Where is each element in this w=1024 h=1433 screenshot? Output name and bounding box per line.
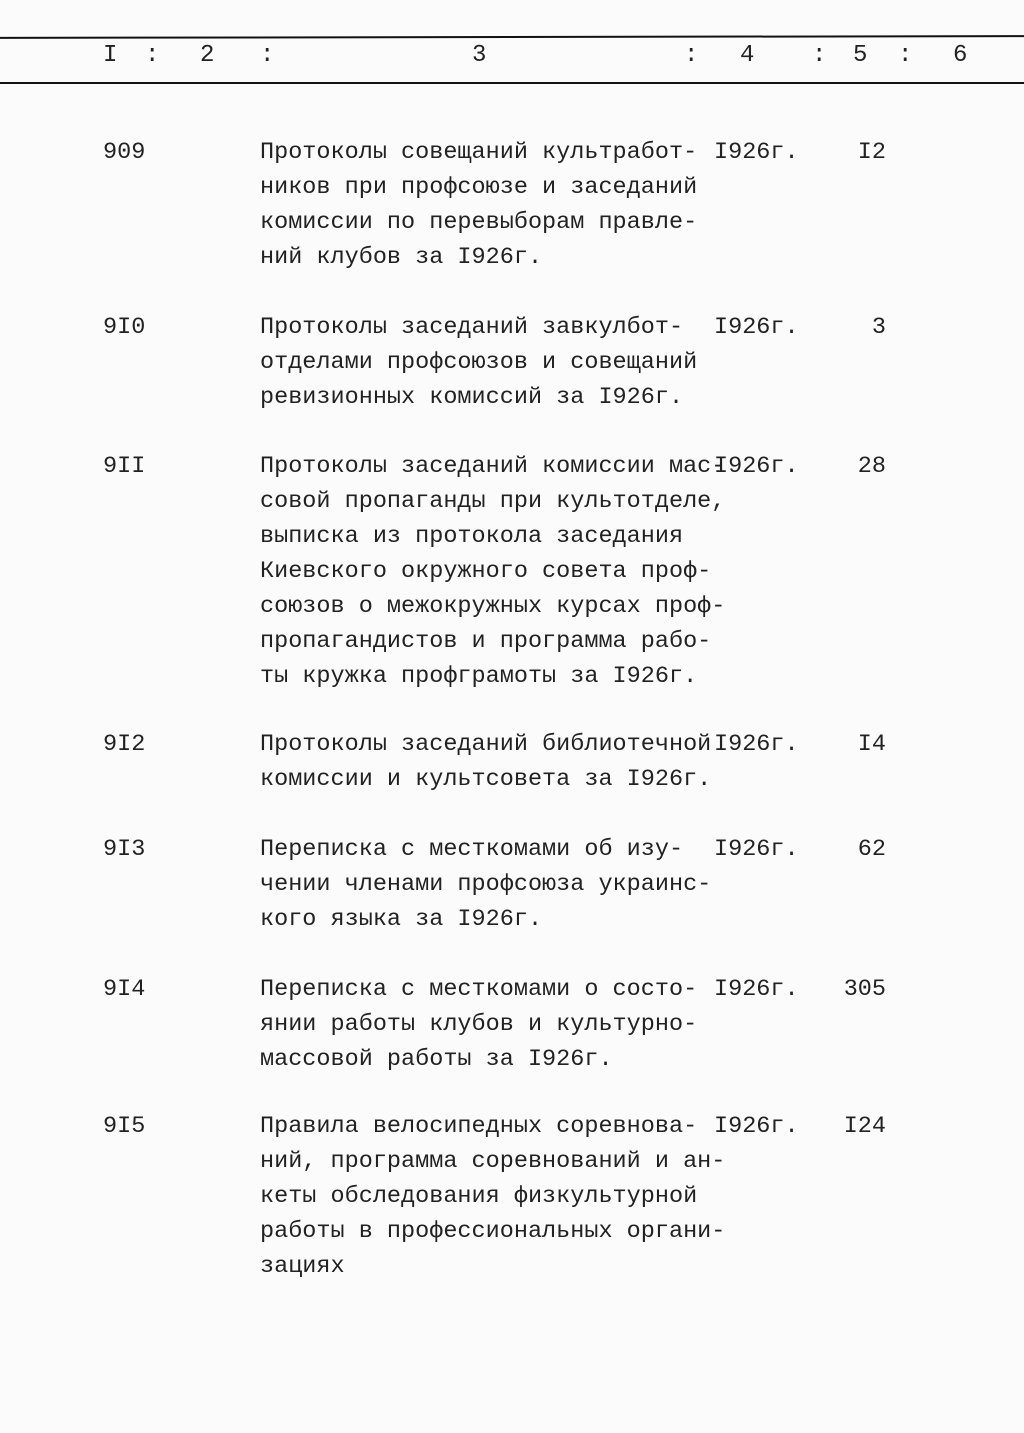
entry-description <box>260 310 697 415</box>
description-line: комиссии и культсовета за I926г. <box>260 766 712 793</box>
description-line: кого языка за I926г. <box>260 906 543 933</box>
description-line: работы в профессиональных органи- <box>260 1218 726 1245</box>
entry-year: I926г. <box>714 976 799 1003</box>
col-2-header: 2 <box>200 42 215 69</box>
description-line: массовой работы за I926г. <box>260 1046 613 1073</box>
description-line: союзов о межокружных курсах проф- <box>260 593 726 620</box>
entry-sheet-count: 3 <box>871 314 886 341</box>
entry-year: I926г. <box>714 139 799 166</box>
entry-number: 9I3 <box>103 836 146 863</box>
col-6-header: 6 <box>953 42 968 69</box>
col-3-header: 3 <box>472 42 487 69</box>
col-1-header: I <box>103 42 118 69</box>
entry-number: 9I2 <box>103 731 146 758</box>
entry-description <box>260 832 711 937</box>
entry-year: I926г. <box>714 314 799 341</box>
header-top-rule <box>0 35 1024 39</box>
description-line: ты кружка профграмоты за I926г. <box>260 663 698 690</box>
entry-sheet-count: 305 <box>843 976 886 1003</box>
description-line: Протоколы заседаний библиотечной <box>260 731 712 758</box>
description-line: Правила велосипедных соревнова- <box>260 1113 698 1140</box>
description-line: Протоколы совещаний культработ- <box>260 139 698 166</box>
description-line: чении членами профсоюза украинс- <box>260 871 712 898</box>
col-separator: : <box>145 42 160 69</box>
description-line: кеты обследования физкультурной <box>260 1183 698 1210</box>
entry-year: I926г. <box>714 1113 799 1140</box>
description-line: зациях <box>260 1253 345 1280</box>
description-line: ний клубов за I926г. <box>260 244 543 271</box>
entry-year: I926г. <box>714 453 799 480</box>
entry-sheet-count: I24 <box>843 1113 886 1140</box>
description-line: янии работы клубов и культурно- <box>260 1011 698 1038</box>
entry-sheet-count: I4 <box>857 731 886 758</box>
entry-description <box>260 972 697 1077</box>
entry-sheet-count: 62 <box>857 836 886 863</box>
col-separator: : <box>260 42 275 69</box>
entry-number: 909 <box>103 139 146 166</box>
description-line: ний, программа соревнований и ан- <box>260 1148 726 1175</box>
entry-number: 9I4 <box>103 976 146 1003</box>
entry-number: 9II <box>103 453 146 480</box>
description-line: Переписка с месткомами о состо- <box>260 976 698 1003</box>
entry-year: I926г. <box>714 836 799 863</box>
col-4-header: 4 <box>740 42 755 69</box>
entry-description <box>260 727 711 797</box>
entry-description <box>260 1109 725 1284</box>
description-line: ников при профсоюзе и заседаний <box>260 174 698 201</box>
description-line: Киевского окружного совета проф- <box>260 558 712 585</box>
col-separator: : <box>684 42 699 69</box>
entry-number: 9I5 <box>103 1113 146 1140</box>
entry-description <box>260 449 725 694</box>
description-line: совой пропаганды при культотделе, <box>260 488 726 515</box>
col-5-header: 5 <box>853 42 868 69</box>
col-separator: : <box>812 42 827 69</box>
col-separator: : <box>898 42 913 69</box>
description-line: отделами профсоюзов и совещаний <box>260 349 698 376</box>
header-bottom-rule <box>0 82 1024 84</box>
description-line: выписка из протокола заседания <box>260 523 684 550</box>
description-line: пропагандистов и программа рабо- <box>260 628 712 655</box>
description-line: Протоколы заседаний комиссии мас- <box>260 453 726 480</box>
description-line: ревизионных комиссий за I926г. <box>260 384 684 411</box>
entry-sheet-count: 28 <box>857 453 886 480</box>
description-line: комиссии по перевыборам правле- <box>260 209 698 236</box>
description-line: Протоколы заседаний завкулбот- <box>260 314 684 341</box>
entry-sheet-count: I2 <box>857 139 886 166</box>
entry-description <box>260 135 697 275</box>
entry-number: 9I0 <box>103 314 146 341</box>
entry-year: I926г. <box>714 731 799 758</box>
description-line: Переписка с месткомами об изу- <box>260 836 684 863</box>
